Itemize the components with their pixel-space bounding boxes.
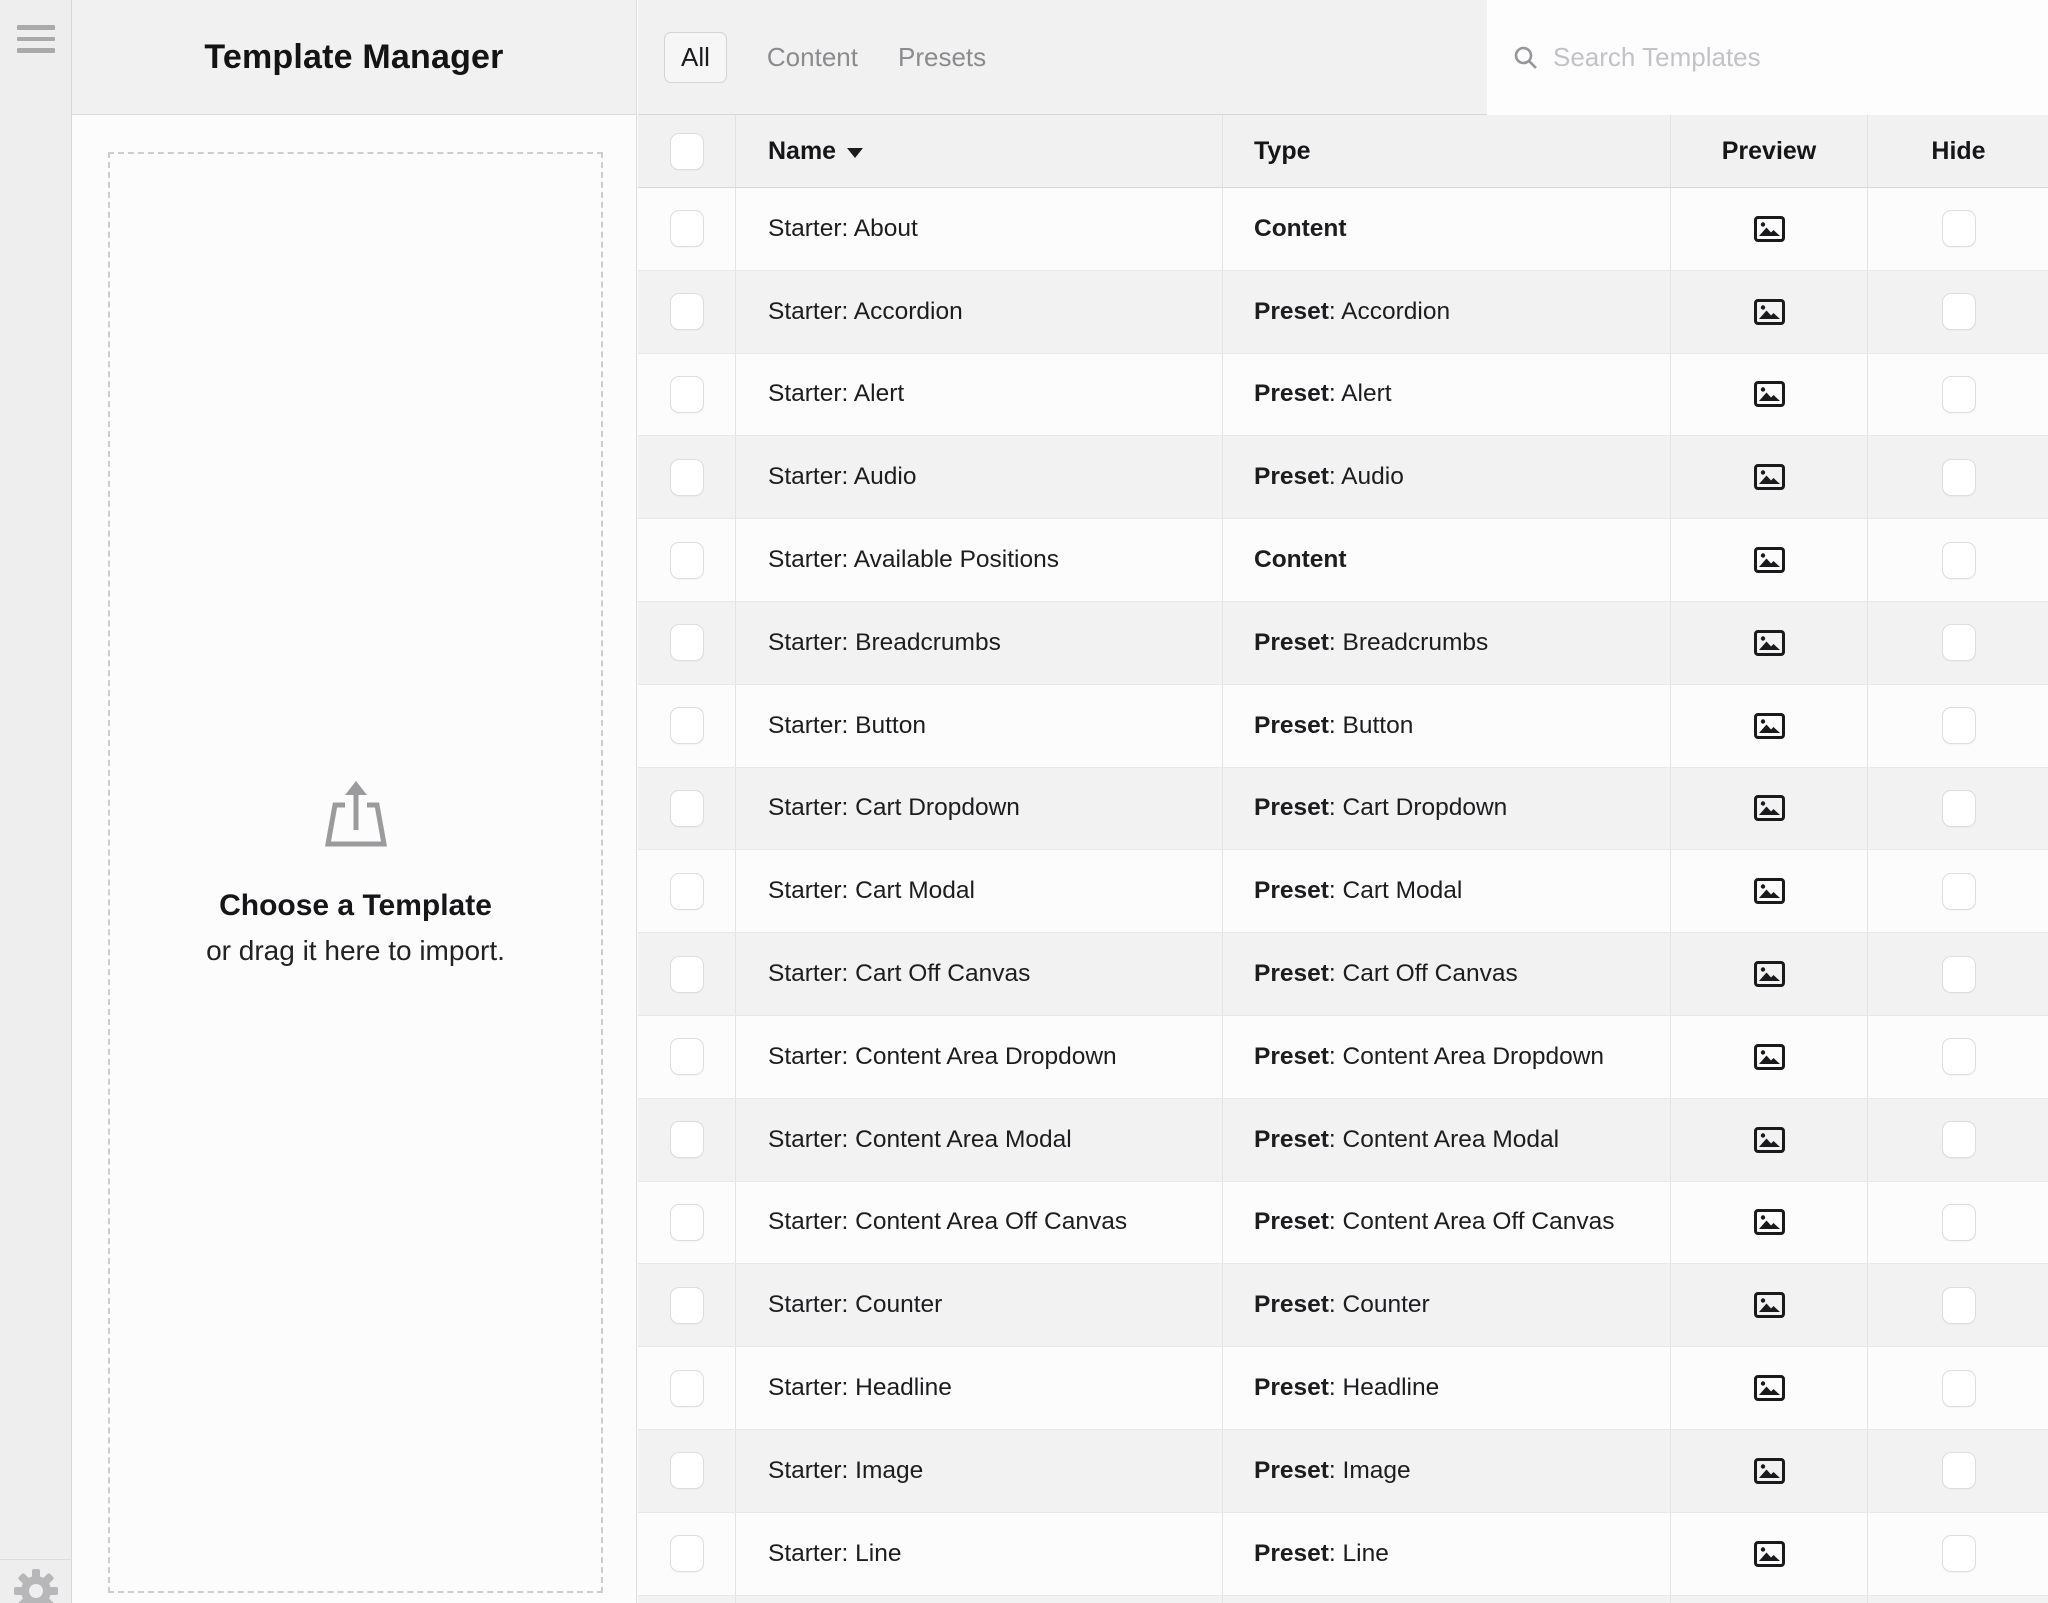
table-row[interactable]: [638, 1182, 2048, 1265]
preview-image-icon[interactable]: [1754, 713, 1785, 739]
template-dropzone[interactable]: [108, 152, 603, 1593]
preview-image-icon[interactable]: [1754, 1458, 1785, 1484]
row-checkbox[interactable]: [670, 1535, 704, 1572]
row-checkbox[interactable]: [670, 1121, 704, 1158]
template-name-label: Starter: Accordion: [768, 297, 963, 325]
template-name-label: Starter: About: [768, 214, 918, 242]
template-name-label: Starter: Cart Dropdown: [768, 794, 1020, 822]
search-icon: [1513, 45, 1539, 71]
hide-checkbox[interactable]: [1942, 956, 1976, 993]
row-type: Preset: Line: [1223, 1513, 1671, 1595]
row-type: Preset: Content Area Modal: [1223, 1099, 1671, 1181]
row-type: Preset: Breadcrumbs: [1223, 602, 1671, 684]
left-panel: [72, 0, 637, 1603]
row-checkbox-cell: [638, 188, 736, 270]
template-name-label: Starter: Counter: [768, 1291, 943, 1319]
hide-checkbox[interactable]: [1942, 624, 1976, 661]
row-checkbox[interactable]: [670, 1287, 704, 1324]
row-checkbox-cell: [638, 519, 736, 601]
row-type: Preset: Content Area Dropdown: [1223, 1016, 1671, 1098]
row-name[interactable]: [736, 519, 1223, 601]
table-row[interactable]: [638, 1347, 2048, 1430]
row-hide-cell: [1868, 768, 2048, 850]
column-header-type: [1223, 115, 1671, 187]
row-checkbox[interactable]: [670, 956, 704, 993]
preview-image-icon[interactable]: [1754, 216, 1785, 242]
row-preview-cell: [1671, 188, 1868, 270]
hide-checkbox[interactable]: [1942, 1038, 1976, 1075]
select-all-checkbox[interactable]: [670, 133, 704, 170]
row-name[interactable]: [736, 1596, 1223, 1603]
row-name[interactable]: [736, 768, 1223, 850]
row-checkbox-cell: [638, 1596, 736, 1603]
row-name[interactable]: [736, 1347, 1223, 1429]
row-hide-cell: [1868, 354, 2048, 436]
preview-image-icon[interactable]: [1754, 961, 1785, 987]
gear-icon[interactable]: [13, 1568, 59, 1603]
row-hide-cell: [1868, 188, 2048, 270]
row-checkbox[interactable]: [670, 293, 704, 330]
menu-icon[interactable]: [0, 0, 71, 53]
hide-checkbox[interactable]: [1942, 1452, 1976, 1489]
preview-image-icon[interactable]: [1754, 464, 1785, 490]
row-hide-cell: [1868, 1099, 2048, 1181]
row-hide-cell: [1868, 1264, 2048, 1346]
row-type: Content: [1223, 188, 1671, 270]
row-hide-cell: [1868, 1182, 2048, 1264]
template-name-label: Starter: Breadcrumbs: [768, 628, 1001, 656]
tab-presets[interactable]: Presets: [897, 41, 987, 72]
table-row[interactable]: [638, 1099, 2048, 1182]
tab-content[interactable]: Content: [766, 41, 858, 72]
hide-checkbox[interactable]: [1942, 376, 1976, 413]
row-name[interactable]: [736, 188, 1223, 270]
row-checkbox[interactable]: [670, 376, 704, 413]
table-row[interactable]: [638, 1430, 2048, 1513]
row-name[interactable]: [736, 1513, 1223, 1595]
row-checkbox-cell: [638, 1264, 736, 1346]
row-preview-cell: [1671, 685, 1868, 767]
row-checkbox-cell: [638, 685, 736, 767]
preview-image-icon[interactable]: [1754, 299, 1785, 325]
template-name-label: Starter: Content Area Modal: [768, 1125, 1072, 1153]
row-checkbox-cell: [638, 271, 736, 353]
preview-image-icon[interactable]: [1754, 630, 1785, 656]
hide-checkbox[interactable]: [1942, 542, 1976, 579]
row-checkbox[interactable]: [670, 707, 704, 744]
row-hide-cell: [1868, 1347, 2048, 1429]
main-area: [638, 0, 2048, 1603]
column-header-hide: [1868, 115, 2048, 187]
row-type: Preset: Cart Modal: [1223, 850, 1671, 932]
template-name-label: Starter: Audio: [768, 463, 917, 491]
row-preview-cell: [1671, 1596, 1868, 1603]
row-checkbox[interactable]: [670, 624, 704, 661]
column-header-name[interactable]: [736, 115, 1223, 187]
sort-caret-icon: [847, 148, 863, 158]
row-checkbox[interactable]: [670, 873, 704, 910]
preview-image-icon[interactable]: [1754, 1541, 1785, 1567]
preview-image-icon[interactable]: [1754, 1044, 1785, 1070]
row-preview-cell: [1671, 1347, 1868, 1429]
row-checkbox-cell: [638, 1182, 736, 1264]
panel-header: [72, 0, 636, 115]
row-name[interactable]: [736, 850, 1223, 932]
hide-checkbox[interactable]: [1942, 1204, 1976, 1241]
row-checkbox[interactable]: [670, 1204, 704, 1241]
table-row[interactable]: [638, 850, 2048, 933]
row-checkbox-cell: [638, 1430, 736, 1512]
row-hide-cell: [1868, 933, 2048, 1015]
template-name-label: Starter: Cart Modal: [768, 877, 975, 905]
row-type: [1223, 1596, 1671, 1603]
table-body: [638, 188, 2048, 1603]
row-hide-cell: [1868, 685, 2048, 767]
row-checkbox-cell: [638, 1016, 736, 1098]
row-preview-cell: [1671, 354, 1868, 436]
row-checkbox-cell: [638, 1347, 736, 1429]
hide-checkbox[interactable]: [1942, 210, 1976, 247]
row-type: Preset: Image: [1223, 1430, 1671, 1512]
filter-tabs: [638, 32, 986, 83]
table-header: [638, 115, 2048, 188]
row-type: Preset: Audio: [1223, 436, 1671, 518]
type-header-label: Type: [1254, 136, 1311, 165]
row-preview-cell: [1671, 602, 1868, 684]
row-name[interactable]: [736, 354, 1223, 436]
template-name-label: Starter: Alert: [768, 380, 905, 408]
row-name[interactable]: [736, 933, 1223, 1015]
row-hide-cell: [1868, 271, 2048, 353]
table-row-partial[interactable]: [638, 1596, 2048, 1603]
hide-checkbox[interactable]: [1942, 1287, 1976, 1324]
preview-image-icon[interactable]: [1754, 1375, 1785, 1401]
page-title: Template Manager: [204, 37, 504, 76]
row-checkbox-cell: [638, 1513, 736, 1595]
hide-checkbox[interactable]: [1942, 1121, 1976, 1158]
name-header-label: Name: [768, 136, 837, 165]
row-preview-cell: [1671, 1430, 1868, 1512]
preview-image-icon[interactable]: [1754, 878, 1785, 904]
search-box: [1487, 0, 2048, 115]
row-preview-cell: [1671, 271, 1868, 353]
row-type: Preset: Alert: [1223, 354, 1671, 436]
template-name-label: Starter: Content Area Off Canvas: [768, 1208, 1128, 1236]
row-checkbox-cell: [638, 354, 736, 436]
row-preview-cell: [1671, 1264, 1868, 1346]
row-type: Content: [1223, 519, 1671, 601]
row-hide-cell: [1868, 1596, 2048, 1603]
row-hide-cell: [1868, 602, 2048, 684]
preview-image-icon[interactable]: [1754, 1209, 1785, 1235]
topbar: [638, 0, 2048, 115]
hide-checkbox[interactable]: [1942, 459, 1976, 496]
row-type: Preset: Accordion: [1223, 271, 1671, 353]
row-name[interactable]: [736, 1264, 1223, 1346]
row-hide-cell: [1868, 1513, 2048, 1595]
preview-image-icon[interactable]: [1754, 795, 1785, 821]
dropzone-subtitle: or drag it here to import.: [206, 935, 505, 966]
row-hide-cell: [1868, 850, 2048, 932]
row-name[interactable]: [736, 1099, 1223, 1181]
table-row[interactable]: [638, 271, 2048, 354]
row-preview-cell: [1671, 1099, 1868, 1181]
table-row[interactable]: [638, 768, 2048, 851]
row-preview-cell: [1671, 436, 1868, 518]
preview-image-icon[interactable]: [1754, 381, 1785, 407]
row-name[interactable]: [736, 1016, 1223, 1098]
row-preview-cell: [1671, 768, 1868, 850]
table-row[interactable]: [638, 354, 2048, 437]
table-row[interactable]: [638, 933, 2048, 1016]
row-checkbox[interactable]: [670, 1452, 704, 1489]
row-type: Preset: Cart Dropdown: [1223, 768, 1671, 850]
table-row[interactable]: [638, 685, 2048, 768]
template-name-label: Starter: Available Positions: [768, 546, 1059, 574]
row-hide-cell: [1868, 519, 2048, 601]
icon-strip: [0, 0, 72, 1603]
row-type: Preset: Content Area Off Canvas: [1223, 1182, 1671, 1264]
template-name-label: Starter: Line: [768, 1539, 902, 1567]
template-name-label: Starter: Image: [768, 1456, 924, 1484]
row-preview-cell: [1671, 933, 1868, 1015]
row-checkbox[interactable]: [670, 210, 704, 247]
preview-image-icon[interactable]: [1754, 1292, 1785, 1318]
table-row[interactable]: [638, 1264, 2048, 1347]
preview-header-label: Preview: [1721, 136, 1817, 165]
hide-checkbox[interactable]: [1942, 1535, 1976, 1572]
table-row[interactable]: [638, 519, 2048, 602]
template-name-label: Starter: Button: [768, 711, 926, 739]
row-checkbox-cell: [638, 933, 736, 1015]
template-name-label: Starter: Cart Off Canvas: [768, 960, 1031, 988]
row-type: Preset: Headline: [1223, 1347, 1671, 1429]
row-preview-cell: [1671, 519, 1868, 601]
row-hide-cell: [1868, 436, 2048, 518]
row-name[interactable]: [736, 436, 1223, 518]
table-row[interactable]: [638, 602, 2048, 685]
template-name-label: Starter: Content Area Dropdown: [768, 1042, 1117, 1070]
hide-checkbox[interactable]: [1942, 707, 1976, 744]
row-name[interactable]: [736, 1430, 1223, 1512]
row-preview-cell: [1671, 1513, 1868, 1595]
row-hide-cell: [1868, 1016, 2048, 1098]
row-checkbox-cell: [638, 850, 736, 932]
select-all-cell: [638, 115, 736, 187]
row-type: Preset: Cart Off Canvas: [1223, 933, 1671, 1015]
preview-image-icon[interactable]: [1754, 547, 1785, 573]
hide-checkbox[interactable]: [1942, 293, 1976, 330]
tab-all[interactable]: All: [664, 32, 727, 83]
row-type: Preset: Counter: [1223, 1264, 1671, 1346]
dropzone-title: Choose a Template: [219, 889, 492, 922]
hide-checkbox[interactable]: [1942, 1370, 1976, 1407]
hide-header-label: Hide: [1931, 136, 1986, 165]
row-preview-cell: [1671, 1016, 1868, 1098]
hide-checkbox[interactable]: [1942, 873, 1976, 910]
table-row[interactable]: [638, 188, 2048, 271]
table-row[interactable]: [638, 1016, 2048, 1099]
row-name[interactable]: [736, 685, 1223, 767]
row-checkbox[interactable]: [670, 459, 704, 496]
row-checkbox-cell: [638, 602, 736, 684]
search-input[interactable]: [1553, 42, 2013, 73]
upload-icon: [319, 778, 393, 859]
row-name[interactable]: [736, 602, 1223, 684]
row-hide-cell: [1868, 1430, 2048, 1512]
hide-checkbox[interactable]: [1942, 790, 1976, 827]
table-row[interactable]: [638, 436, 2048, 519]
column-header-preview: [1671, 115, 1868, 187]
row-name[interactable]: [736, 271, 1223, 353]
row-checkbox-cell: [638, 436, 736, 518]
row-checkbox-cell: [638, 768, 736, 850]
table-row[interactable]: [638, 1513, 2048, 1596]
row-name[interactable]: [736, 1182, 1223, 1264]
row-checkbox[interactable]: [670, 542, 704, 579]
row-checkbox-cell: [638, 1099, 736, 1181]
row-checkbox[interactable]: [670, 790, 704, 827]
strip-bottom-divider: [0, 1559, 71, 1603]
row-preview-cell: [1671, 850, 1868, 932]
template-name-label: Starter: Headline: [768, 1374, 952, 1402]
row-checkbox[interactable]: [670, 1370, 704, 1407]
row-preview-cell: [1671, 1182, 1868, 1264]
preview-image-icon[interactable]: [1754, 1127, 1785, 1153]
row-checkbox[interactable]: [670, 1038, 704, 1075]
row-type: Preset: Button: [1223, 685, 1671, 767]
